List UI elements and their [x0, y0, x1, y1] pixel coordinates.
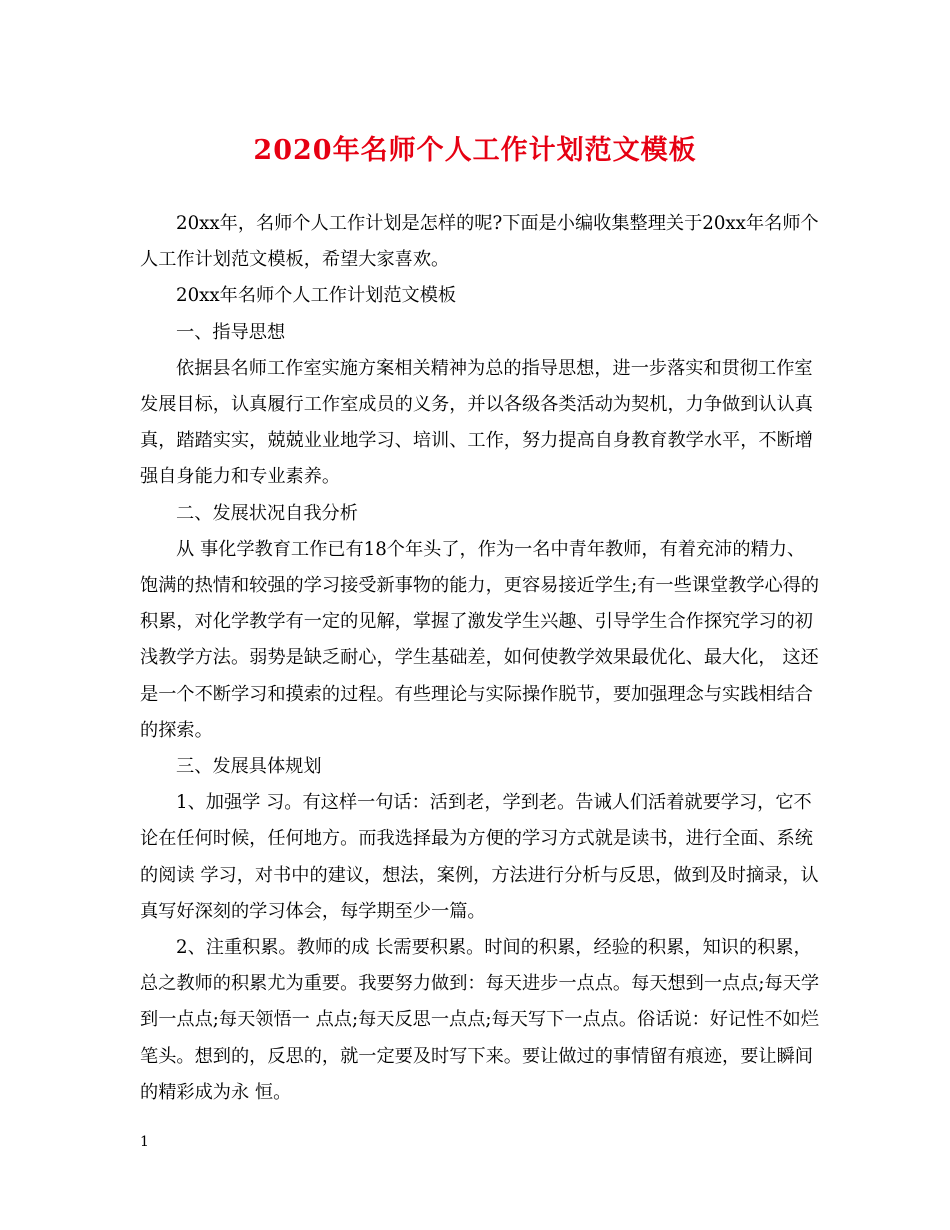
section-body-self-analysis: 从 事化学教育工作已有18个年头了，作为一名中青年教师，有着充沛的精力、饱满的热情和较强的学习接受新事物的能力，更容易接近学生;有一些课堂教学心得的 积累，对化学教学有一定的见解，掌握了激发学生兴趣、引导学生合作探究学习的初浅教学方法。弱势是缺乏耐心，学生基础差，如何使教学效果最优化、最大化， 这还是一个不断学习和摸索的过程。有些理论与实际操作脱节，要加强理念与实践相结合的探索。	[140, 538, 825, 741]
section-heading-guiding-thought: 一、指导思想	[176, 321, 286, 343]
section-heading-self-analysis: 二、发展状况自我分析	[176, 502, 358, 524]
document-body	[140, 206, 825, 1111]
section-heading-plan: 三、发展具体规划	[176, 756, 322, 778]
document-title: 2020年名师个人工作计划范文模板	[253, 135, 697, 166]
section-body-guiding-thought: 依据县名师工作室实施方案相关精神为总的指导思想，进一步落实和贯彻工作室发展目标，认真履行工作室成员的义务，并以各级各类活动为契机，力争做到认认真真，踏踏实实，兢兢业业地学习、培训、工作，努力提高自身教育教学水平，不断增强自身能力和专业素养。	[140, 357, 813, 488]
plan-item-accumulate: 2、注重积累。教师的成 长需要积累。时间的积累，经验的积累，知识的积累，总之教师的积累尤为重要。我要努力做到：每天进步一点点。每天想到一点点;每天学到一点点;每天领悟一 点点;每天反思一点点;每天写下一点点。俗话说：好记性不如烂笔头。想到的，反思的，就一定要及时写下来。要让做过的事情留有痕迹，要让瞬间的精彩成为永 恒。	[140, 937, 820, 1103]
plan-item-study: 1、加强学 习。有这样一句话：活到老，学到老。告诫人们活着就要学习，它不论在任何时候，任何地方。而我选择最为方便的学习方式就是读书，进行全面、系统的阅读 学习，对书中的建议，想法，案例，方法进行分析与反思，做到及时摘录，认真写好深刻的学习体会，每学期至少一篇。	[140, 792, 819, 922]
subtitle-line: 20xx年名师个人工作计划范文模板	[176, 285, 457, 307]
page-number: 1	[140, 1134, 149, 1150]
intro-paragraph: 20xx年，名师个人工作计划是怎样的呢?下面是小编收集整理关于20xx年名师个人工作计划范文模板，希望大家喜欢。	[140, 213, 819, 271]
